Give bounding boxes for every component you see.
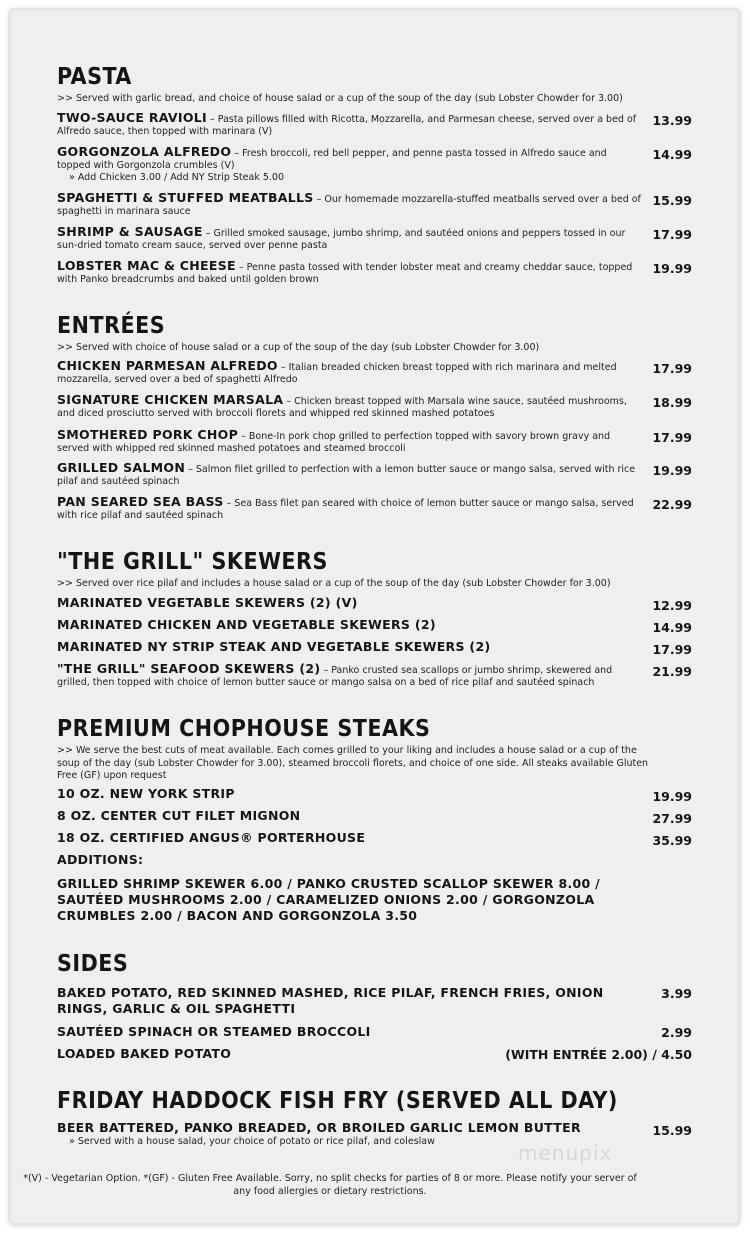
item-name: MARINATED VEGETABLE SKEWERS (2) (V) xyxy=(57,595,358,610)
item-price: 18.99 xyxy=(652,395,692,410)
item-name: SMOTHERED PORK CHOP xyxy=(57,427,239,442)
menu-item: SMOTHERED PORK CHOP – Bone-In pork chop grilled to perfection topped with savory brown gravy and served with whipped red skinned mashed potatoes and steamed broccoli 17.99 xyxy=(57,427,692,454)
item-name: MARINATED CHICKEN AND VEGETABLE SKEWERS (2) xyxy=(57,617,436,632)
menu-item: CHICKEN PARMESAN ALFREDO – Italian breaded chicken breast topped with rich marinara and melted mozzarella, served over a bed of spaghetti Alfredo 17.99 xyxy=(57,358,692,385)
footer-note: *(V) - Vegetarian Option. *(GF) - Gluten Free Available. Sorry, no split checks for parties of 8 or more. Please notify your server of any food allergies or dietary restrictions. xyxy=(23,1173,637,1197)
item-desc: Chicken breast topped with Marsala wine sauce, sautéed mushrooms, and diced prosciutto served with broccoli florets and whipped red skinned mashed potatoes xyxy=(57,396,627,419)
item-sub: » Add Chicken 3.00 / Add NY Strip Steak 5.00 xyxy=(69,172,284,183)
item-desc: Salmon filet grilled to perfection with a lemon butter sauce or mango salsa, served with rice pilaf and sautéed spinach xyxy=(57,464,636,487)
menu-item xyxy=(57,832,697,846)
item-price: 14.99 xyxy=(652,620,692,635)
friday-heading: FRIDAY HADDOCK FISH FRY (SERVED ALL DAY) xyxy=(57,1088,618,1114)
item-price: 17.99 xyxy=(652,227,692,242)
item-desc: Fresh broccoli, red bell pepper, and penne pasta tossed in Alfredo sauce and topped with Gorgonzola crumbles (V) xyxy=(57,148,607,171)
item-price: 17.99 xyxy=(652,642,692,657)
item-name: LOBSTER MAC & CHEESE xyxy=(57,258,236,273)
menu-item xyxy=(57,619,697,633)
item-name: 10 OZ. NEW YORK STRIP xyxy=(57,786,235,801)
additions-text: GRILLED SHRIMP SKEWER 6.00 / PANKO CRUSTED SCALLOP SKEWER 8.00 / SAUTÉED MUSHROOMS 2.00 / CARAMELIZED ONIONS 2.00 / GORGONZOLA CRUMBLES 2.00 / BACON AND GORGONZOLA 3.50 xyxy=(57,876,601,923)
item-desc: Pasta pillows filled with Ricotta, Mozzarella, and Parmesan cheese, served over a bed of Alfredo sauce, then topped with marinara (V) xyxy=(57,114,637,137)
item-name: 8 OZ. CENTER CUT FILET MIGNON xyxy=(57,808,301,823)
menu-item: PAN SEARED SEA BASS – Sea Bass filet pan seared with choice of lemon butter sauce or mango salsa, served with rice pilaf and sautéed spinach 22.99 xyxy=(57,494,692,521)
menu-item: SPAGHETTI & STUFFED MEATBALLS – Our homemade mozzarella-stuffed meatballs served over a bed of spaghetti in marinara sauce 15.99 xyxy=(57,190,692,217)
item-desc: Our homemade mozzarella-stuffed meatballs served over a bed of spaghetti in marinara sauce xyxy=(57,194,641,217)
item-price: (WITH ENTRÉE 2.00) / 4.50 xyxy=(505,1047,692,1062)
item-price: 14.99 xyxy=(652,147,692,162)
item-name: SAUTÉED SPINACH OR STEAMED BROCCOLI xyxy=(57,1024,371,1039)
item-name: BAKED POTATO, RED SKINNED MASHED, RICE PILAF, FRENCH FRIES, ONION RINGS, GARLIC & OIL SPAGHETTI xyxy=(57,985,604,1016)
item-name: SHRIMP & SAUSAGE xyxy=(57,224,203,239)
sides-heading: SIDES xyxy=(57,951,129,977)
item-price: 35.99 xyxy=(652,833,692,848)
item-name: GORGONZOLA ALFREDO xyxy=(57,144,232,159)
entrees-heading: ENTRÉES xyxy=(57,313,166,339)
additions-label-text: ADDITIONS: xyxy=(57,852,144,867)
item-price: 12.99 xyxy=(652,598,692,613)
item-name: LOADED BAKED POTATO xyxy=(57,1046,232,1061)
item-name: GRILLED SALMON xyxy=(57,460,186,475)
menu-item: TWO-SAUCE RAVIOLI – Pasta pillows filled with Ricotta, Mozzarella, and Parmesan cheese, served over a bed of Alfredo sauce, then topped with marinara (V) 13.99 xyxy=(57,110,692,137)
item-desc: Italian breaded chicken breast topped with rich marinara and melted mozzarella, served over a bed of spaghetti Alfredo xyxy=(57,362,617,385)
pasta-heading: PASTA xyxy=(57,64,132,90)
menu-item: SHRIMP & SAUSAGE – Grilled smoked sausage, jumbo shrimp, and sautéed onions and peppers tossed in our sun-dried tomato cream sauce, served over penne pasta 17.99 xyxy=(57,224,692,251)
item-price: 19.99 xyxy=(652,789,692,804)
item-price: 19.99 xyxy=(652,261,692,276)
item-desc: Panko crusted sea scallops or jumbo shrimp, skewered and grilled, then topped with choice of lemon butter sauce or mango salsa on a bed of rice pilaf and sautéed spinach xyxy=(57,665,613,688)
item-desc: Bone-In pork chop grilled to perfection topped with savory brown gravy and served with whipped red skinned mashed potatoes and steamed broccoli xyxy=(57,431,611,454)
item-price: 21.99 xyxy=(652,664,692,679)
item-sub: » Served with a house salad, your choice of potato or rice pilaf, and coleslaw xyxy=(69,1136,435,1147)
item-price: 3.99 xyxy=(661,986,692,1001)
item-name: "THE GRILL" SEAFOOD SKEWERS (2) xyxy=(57,661,321,676)
item-price: 17.99 xyxy=(652,361,692,376)
menu-item: SIGNATURE CHICKEN MARSALA – Chicken breast topped with Marsala wine sauce, sautéed mushrooms, and diced prosciutto served with broccoli florets and whipped red skinned mashed potatoes 18.99 xyxy=(57,392,692,419)
menu-item: GORGONZOLA ALFREDO – Fresh broccoli, red bell pepper, and penne pasta tossed in Alfredo sauce and topped with Gorgonzola crumbles (V) » Add Chicken 3.00 / Add NY Strip Steak 5.00 14.99 xyxy=(57,144,692,183)
additions-list xyxy=(57,876,697,924)
item-price: 13.99 xyxy=(652,113,692,128)
item-price: 27.99 xyxy=(652,811,692,826)
item-desc: Penne pasta tossed with tender lobster meat and creamy cheddar sauce, topped with Panko breadcrumbs and baked until golden brown xyxy=(57,262,633,285)
pasta-note: >> Served with garlic bread, and choice of house salad or a cup of the soup of the day (sub Lobster Chowder for 3.00) xyxy=(57,93,623,104)
watermark-logo: menupix xyxy=(518,1141,613,1165)
grill-heading: "THE GRILL" SKEWERS xyxy=(57,549,328,575)
item-name: CHICKEN PARMESAN ALFREDO xyxy=(57,358,278,373)
item-desc: Sea Bass filet pan seared with choice of lemon butter sauce or mango salsa, served with rice pilaf and sautéed spinach xyxy=(57,498,634,521)
item-price: 17.99 xyxy=(652,430,692,445)
item-price: 2.99 xyxy=(661,1025,692,1040)
item-name: SIGNATURE CHICKEN MARSALA xyxy=(57,392,284,407)
additions-label xyxy=(57,854,697,868)
item-name: PAN SEARED SEA BASS xyxy=(57,494,224,509)
item-name: 18 OZ. CERTIFIED ANGUS® PORTERHOUSE xyxy=(57,830,366,845)
menu-item: GRILLED SALMON – Salmon filet grilled to perfection with a lemon butter sauce or mango salsa, served with rice pilaf and sautéed spinach 19.99 xyxy=(57,460,692,487)
menu-item xyxy=(57,1024,697,1040)
menu-item xyxy=(57,810,697,824)
menu-item xyxy=(57,985,697,1017)
menu-item xyxy=(57,597,697,611)
item-price: 15.99 xyxy=(652,193,692,208)
menu-item xyxy=(57,1046,697,1062)
entrees-note: >> Served with choice of house salad or a cup of the soup of the day (sub Lobster Chowder for 3.00) xyxy=(57,342,540,353)
item-price: 19.99 xyxy=(652,463,692,478)
item-price: 22.99 xyxy=(652,497,692,512)
item-name: TWO-SAUCE RAVIOLI xyxy=(57,110,207,125)
menu-item xyxy=(57,788,697,802)
menu-item: "THE GRILL" SEAFOOD SKEWERS (2) – Panko crusted sea scallops or jumbo shrimp, skewered and grilled, then topped with choice of lemon butter sauce or mango salsa on a bed of rice pilaf and sautéed spinach 21.99 xyxy=(57,661,692,688)
steaks-note: >> We serve the best cuts of meat available. Each comes grilled to your liking and includes a house salad or a cup of the soup of the day (sub Lobster Chowder for 3.00), steamed broccoli florets, and choice of one side. All steaks available Gluten Free (GF) upon request xyxy=(57,745,649,781)
steaks-heading: PREMIUM CHOPHOUSE STEAKS xyxy=(57,716,431,742)
menu-item xyxy=(57,641,697,655)
item-name: BEER BATTERED, PANKO BREADED, OR BROILED GARLIC LEMON BUTTER xyxy=(57,1120,581,1135)
item-name: SPAGHETTI & STUFFED MEATBALLS xyxy=(57,190,314,205)
menu-item: LOBSTER MAC & CHEESE – Penne pasta tossed with tender lobster meat and creamy cheddar sauce, topped with Panko breadcrumbs and baked until golden brown 19.99 xyxy=(57,258,692,285)
item-name: MARINATED NY STRIP STEAK AND VEGETABLE SKEWERS (2) xyxy=(57,639,491,654)
grill-note: >> Served over rice pilaf and includes a house salad or a cup of the soup of the day (sub Lobster Chowder for 3.00) xyxy=(57,578,611,589)
item-desc: Grilled smoked sausage, jumbo shrimp, and sautéed onions and peppers tossed in our sun-dried tomato cream sauce, served over penne pasta xyxy=(57,228,626,251)
item-price: 15.99 xyxy=(652,1123,692,1138)
